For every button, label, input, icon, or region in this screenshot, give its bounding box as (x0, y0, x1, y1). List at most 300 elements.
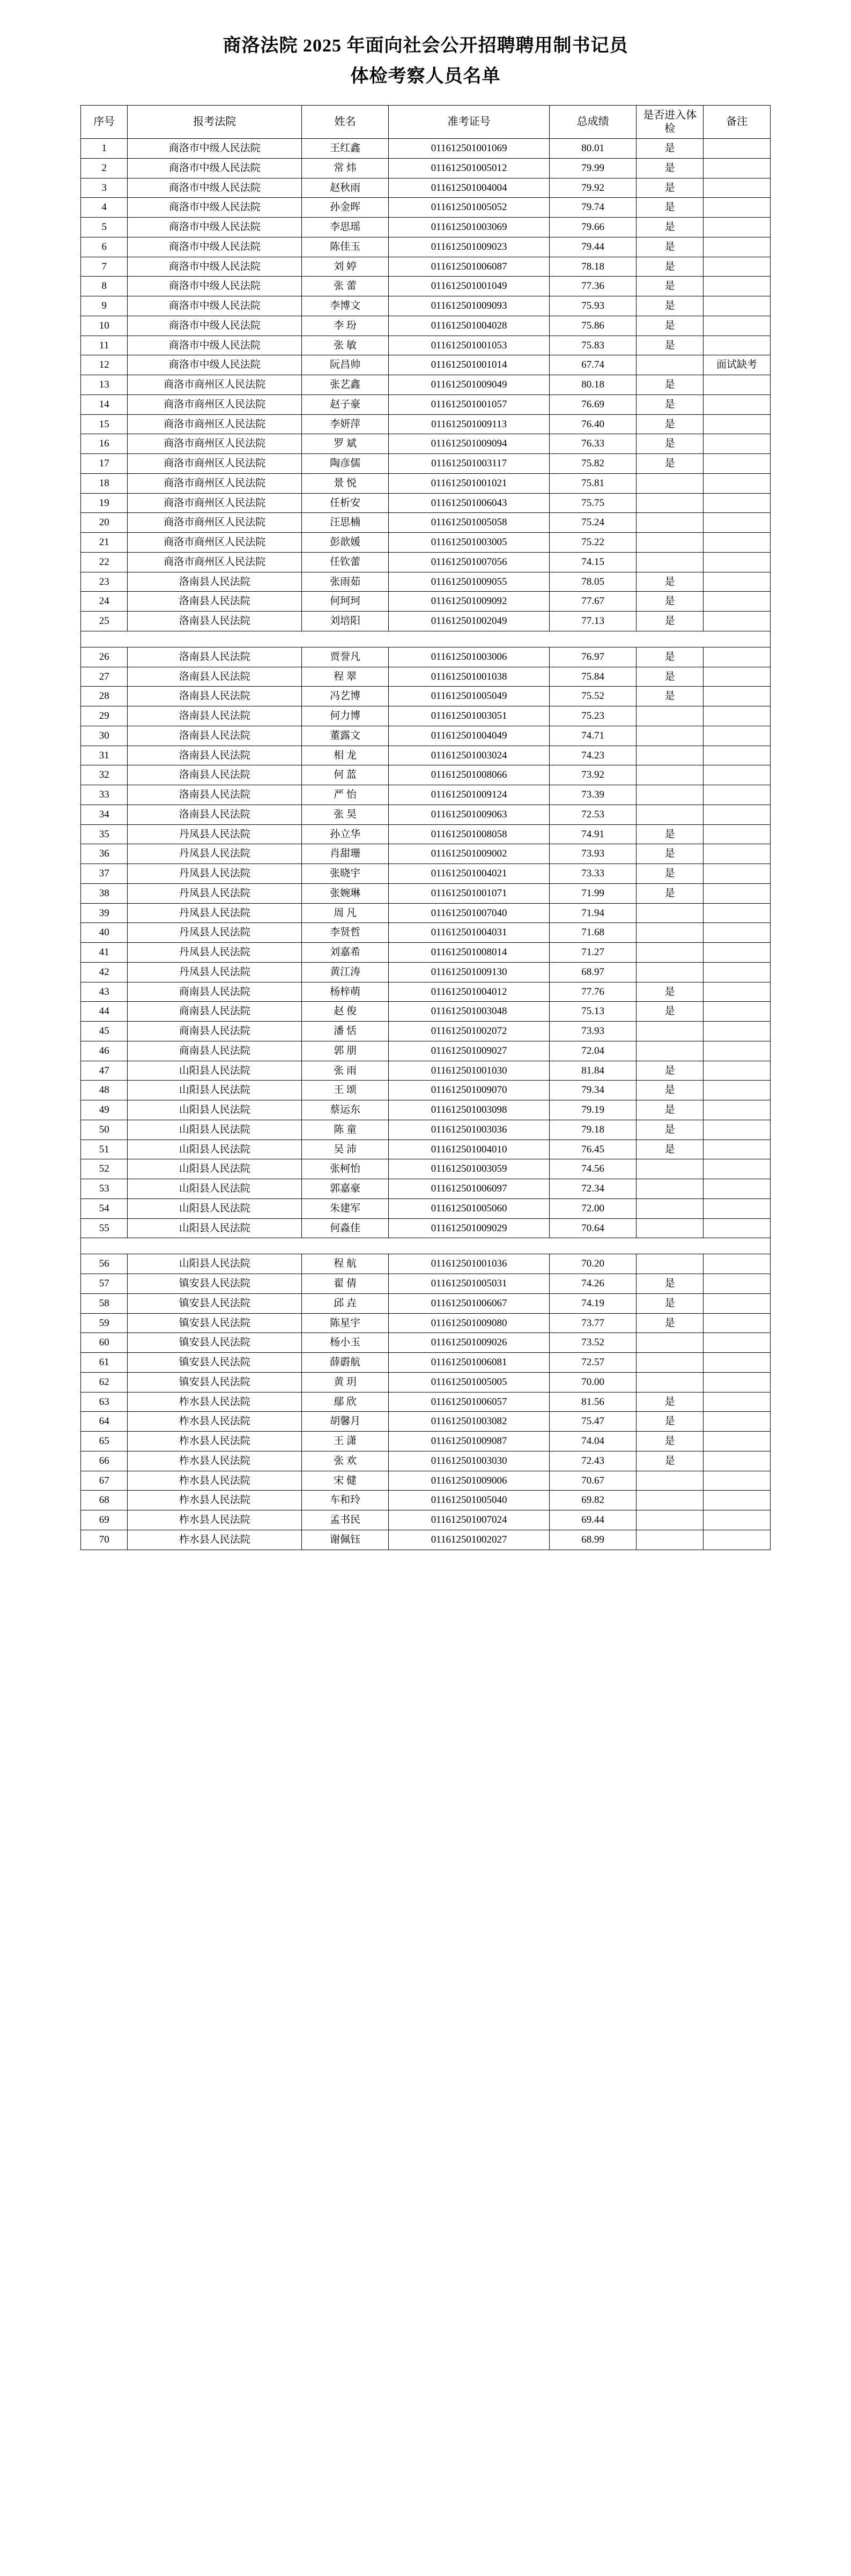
table-row (81, 844, 771, 864)
cell-remark (704, 139, 771, 159)
cell-seq: 58 (81, 1293, 128, 1313)
cell-ticket: 011612501005052 (389, 198, 550, 218)
cell-remark (704, 592, 771, 612)
cell-remark (704, 923, 771, 943)
cell-remark (704, 178, 771, 198)
cell-court: 丹凤县人民法院 (128, 903, 302, 923)
cell-seq: 45 (81, 1022, 128, 1041)
cell-score: 73.39 (549, 785, 636, 805)
table-row (81, 706, 771, 726)
cell-medical (637, 533, 704, 553)
cell-seq: 61 (81, 1353, 128, 1373)
cell-court: 山阳县人民法院 (128, 1140, 302, 1159)
cell-court: 柞水县人民法院 (128, 1451, 302, 1471)
cell-name: 何 蓝 (302, 765, 389, 785)
cell-ticket: 011612501009094 (389, 434, 550, 454)
cell-seq: 35 (81, 824, 128, 844)
cell-ticket: 011612501004021 (389, 864, 550, 884)
cell-ticket: 011612501008014 (389, 943, 550, 963)
cell-name: 张雨茹 (302, 572, 389, 592)
cell-name: 王 颂 (302, 1081, 389, 1100)
table-row (81, 1491, 771, 1510)
table-row (81, 218, 771, 237)
cell-score: 75.86 (549, 316, 636, 336)
cell-remark (704, 533, 771, 553)
cell-medical (637, 1022, 704, 1041)
cell-court: 商洛市商州区人民法院 (128, 493, 302, 513)
cell-ticket: 011612501005058 (389, 513, 550, 533)
cell-score: 72.34 (549, 1179, 636, 1199)
table-row (81, 612, 771, 631)
cell-court: 商洛市商州区人民法院 (128, 434, 302, 454)
cell-name: 赵子豪 (302, 394, 389, 414)
cell-score: 70.00 (549, 1372, 636, 1392)
cell-seq: 39 (81, 903, 128, 923)
cell-medical: 是 (637, 1081, 704, 1100)
table-row (81, 316, 771, 336)
cell-seq: 19 (81, 493, 128, 513)
cell-court: 丹凤县人民法院 (128, 844, 302, 864)
cell-court: 山阳县人民法院 (128, 1120, 302, 1140)
cell-score: 73.92 (549, 765, 636, 785)
cell-seq: 44 (81, 1002, 128, 1022)
cell-ticket: 011612501001057 (389, 394, 550, 414)
cell-court: 丹凤县人民法院 (128, 864, 302, 884)
table-row (81, 592, 771, 612)
cell-remark (704, 237, 771, 257)
table-row (81, 1530, 771, 1550)
table-row (81, 1179, 771, 1199)
cell-name: 孙金晖 (302, 198, 389, 218)
cell-seq: 31 (81, 746, 128, 765)
table-row (81, 687, 771, 706)
cell-remark (704, 1451, 771, 1471)
cell-name: 薛霨航 (302, 1353, 389, 1373)
cell-seq: 51 (81, 1140, 128, 1159)
cell-ticket: 011612501007040 (389, 903, 550, 923)
cell-court: 商洛市中级人民法院 (128, 277, 302, 296)
cell-remark (704, 1081, 771, 1100)
cell-court: 商洛市中级人民法院 (128, 198, 302, 218)
cell-medical: 是 (637, 1451, 704, 1471)
cell-remark (704, 785, 771, 805)
cell-remark (704, 982, 771, 1002)
cell-name: 翟 倩 (302, 1274, 389, 1294)
cell-score: 69.82 (549, 1491, 636, 1510)
cell-seq: 63 (81, 1392, 128, 1412)
cell-ticket: 011612501003036 (389, 1120, 550, 1140)
cell-seq: 48 (81, 1081, 128, 1100)
cell-medical: 是 (637, 434, 704, 454)
cell-medical: 是 (637, 237, 704, 257)
cell-score: 71.99 (549, 883, 636, 903)
cell-seq: 29 (81, 706, 128, 726)
cell-score: 79.44 (549, 237, 636, 257)
table-row (81, 1510, 771, 1530)
cell-score: 75.81 (549, 473, 636, 493)
table-row (81, 1100, 771, 1120)
cell-medical (637, 473, 704, 493)
table-row (81, 1432, 771, 1451)
cell-name: 赵 俊 (302, 1002, 389, 1022)
cell-ticket: 011612501009049 (389, 375, 550, 395)
cell-score: 78.18 (549, 257, 636, 277)
cell-remark (704, 706, 771, 726)
cell-score: 75.75 (549, 493, 636, 513)
cell-ticket: 011612501002027 (389, 1530, 550, 1550)
cell-medical (637, 923, 704, 943)
cell-medical (637, 513, 704, 533)
cell-remark (704, 316, 771, 336)
cell-ticket: 011612501005031 (389, 1274, 550, 1294)
table-row (81, 765, 771, 785)
cell-remark (704, 336, 771, 355)
table-row (81, 257, 771, 277)
cell-remark (704, 647, 771, 667)
cell-court: 商洛市商州区人民法院 (128, 454, 302, 474)
cell-score: 79.18 (549, 1120, 636, 1140)
cell-medical: 是 (637, 1432, 704, 1451)
cell-ticket: 011612501009113 (389, 414, 550, 434)
cell-score: 79.19 (549, 1100, 636, 1120)
cell-medical (637, 1372, 704, 1392)
cell-court: 洛南县人民法院 (128, 726, 302, 746)
cell-score: 80.18 (549, 375, 636, 395)
cell-remark (704, 844, 771, 864)
cell-remark (704, 493, 771, 513)
cell-score: 76.40 (549, 414, 636, 434)
cell-medical: 是 (637, 375, 704, 395)
cell-court: 洛南县人民法院 (128, 765, 302, 785)
cell-ticket: 011612501001049 (389, 277, 550, 296)
cell-remark (704, 612, 771, 631)
cell-medical (637, 1510, 704, 1530)
cell-score: 74.19 (549, 1293, 636, 1313)
table-row (81, 1198, 771, 1218)
cell-name: 张 昊 (302, 805, 389, 824)
cell-medical (637, 1041, 704, 1061)
page-gap-cell (81, 631, 771, 647)
cell-medical: 是 (637, 394, 704, 414)
cell-seq: 46 (81, 1041, 128, 1061)
cell-ticket: 011612501003030 (389, 1451, 550, 1471)
table-row (81, 1372, 771, 1392)
cell-remark (704, 903, 771, 923)
cell-medical (637, 785, 704, 805)
cell-medical: 是 (637, 198, 704, 218)
cell-name: 李博文 (302, 296, 389, 316)
cell-seq: 67 (81, 1471, 128, 1491)
cell-name: 张晓宇 (302, 864, 389, 884)
cell-remark (704, 687, 771, 706)
cell-court: 商洛市中级人民法院 (128, 237, 302, 257)
cell-name: 李思瑶 (302, 218, 389, 237)
cell-medical: 是 (637, 982, 704, 1002)
cell-seq: 53 (81, 1179, 128, 1199)
cell-court: 山阳县人民法院 (128, 1061, 302, 1081)
table-row (81, 1041, 771, 1061)
cell-court: 柞水县人民法院 (128, 1412, 302, 1432)
cell-remark (704, 1041, 771, 1061)
cell-score: 79.66 (549, 218, 636, 237)
table-row (81, 883, 771, 903)
table-row (81, 1392, 771, 1412)
cell-remark (704, 355, 771, 375)
cell-score: 72.04 (549, 1041, 636, 1061)
cell-ticket: 011612501009130 (389, 962, 550, 982)
cell-court: 洛南县人民法院 (128, 687, 302, 706)
cell-remark (704, 454, 771, 474)
cell-medical (637, 726, 704, 746)
cell-score: 67.74 (549, 355, 636, 375)
cell-score: 76.33 (549, 434, 636, 454)
cell-medical (637, 706, 704, 726)
table-row (81, 746, 771, 765)
cell-score: 73.33 (549, 864, 636, 884)
cell-ticket: 011612501003005 (389, 533, 550, 553)
remark-text: 面试缺考 (716, 359, 758, 370)
table-row (81, 864, 771, 884)
cell-remark (704, 1002, 771, 1022)
cell-name: 黄 玥 (302, 1372, 389, 1392)
cell-score: 70.20 (549, 1254, 636, 1274)
table-row (81, 903, 771, 923)
cell-score: 79.34 (549, 1081, 636, 1100)
cell-medical: 是 (637, 883, 704, 903)
cell-court: 商洛市商州区人民法院 (128, 533, 302, 553)
cell-seq: 10 (81, 316, 128, 336)
cell-remark (704, 1140, 771, 1159)
cell-court: 柞水县人民法院 (128, 1392, 302, 1412)
cell-court: 镇安县人民法院 (128, 1293, 302, 1313)
page-title (80, 32, 771, 90)
table-row (81, 296, 771, 316)
cell-name: 吴 沛 (302, 1140, 389, 1159)
table-row (81, 1120, 771, 1140)
cell-seq: 64 (81, 1412, 128, 1432)
cell-seq: 66 (81, 1451, 128, 1471)
cell-medical: 是 (637, 1140, 704, 1159)
cell-name: 陈 童 (302, 1120, 389, 1140)
cell-score: 75.83 (549, 336, 636, 355)
cell-medical: 是 (637, 1412, 704, 1432)
cell-name: 相 龙 (302, 746, 389, 765)
cell-remark (704, 375, 771, 395)
cell-seq: 34 (81, 805, 128, 824)
cell-court: 丹凤县人民法院 (128, 962, 302, 982)
cell-medical (637, 962, 704, 982)
cell-name: 肖甜珊 (302, 844, 389, 864)
table-row (81, 1002, 771, 1022)
cell-seq: 12 (81, 355, 128, 375)
cell-ticket: 011612501004049 (389, 726, 550, 746)
table-row (81, 1140, 771, 1159)
cell-name: 冯艺博 (302, 687, 389, 706)
cell-score: 74.15 (549, 552, 636, 572)
cell-ticket: 011612501009002 (389, 844, 550, 864)
cell-remark (704, 1510, 771, 1530)
cell-court: 商洛市中级人民法院 (128, 178, 302, 198)
cell-seq: 68 (81, 1491, 128, 1510)
column-header-name: 姓名 (302, 106, 389, 139)
cell-score: 79.92 (549, 178, 636, 198)
cell-remark (704, 277, 771, 296)
cell-medical: 是 (637, 454, 704, 474)
cell-court: 洛南县人民法院 (128, 746, 302, 765)
cell-medical: 是 (637, 592, 704, 612)
cell-ticket: 011612501006043 (389, 493, 550, 513)
table-row (81, 1412, 771, 1432)
cell-medical: 是 (637, 414, 704, 434)
cell-seq: 20 (81, 513, 128, 533)
cell-court: 商洛市商州区人民法院 (128, 394, 302, 414)
cell-seq: 26 (81, 647, 128, 667)
cell-seq: 50 (81, 1120, 128, 1140)
cell-name: 周 凡 (302, 903, 389, 923)
cell-remark (704, 1412, 771, 1432)
cell-medical: 是 (637, 296, 704, 316)
table-row (81, 1022, 771, 1041)
cell-name: 张婉琳 (302, 883, 389, 903)
cell-court: 商洛市中级人民法院 (128, 296, 302, 316)
table-row (81, 178, 771, 198)
cell-court: 商洛市中级人民法院 (128, 257, 302, 277)
cell-score: 75.22 (549, 533, 636, 553)
cell-name: 谢佩钰 (302, 1530, 389, 1550)
cell-score: 70.67 (549, 1471, 636, 1491)
table-row (81, 1313, 771, 1333)
cell-name: 鄢 欣 (302, 1392, 389, 1412)
column-header-score: 总成绩 (549, 106, 636, 139)
cell-seq: 8 (81, 277, 128, 296)
cell-medical (637, 1218, 704, 1238)
cell-remark (704, 1392, 771, 1412)
page-gap (81, 1238, 771, 1254)
column-header-medical: 是否进入体检 (637, 106, 704, 139)
cell-remark (704, 257, 771, 277)
cell-remark (704, 805, 771, 824)
cell-court: 镇安县人民法院 (128, 1274, 302, 1294)
table-row (81, 726, 771, 746)
cell-court: 山阳县人民法院 (128, 1179, 302, 1199)
cell-name: 孙立华 (302, 824, 389, 844)
cell-court: 丹凤县人民法院 (128, 824, 302, 844)
cell-seq: 38 (81, 883, 128, 903)
cell-name: 张 蕾 (302, 277, 389, 296)
table-row (81, 394, 771, 414)
cell-ticket: 011612501009087 (389, 1432, 550, 1451)
cell-score: 76.69 (549, 394, 636, 414)
table-row (81, 1353, 771, 1373)
cell-name: 景 悦 (302, 473, 389, 493)
column-header-seq: 序号 (81, 106, 128, 139)
cell-seq: 43 (81, 982, 128, 1002)
cell-seq: 7 (81, 257, 128, 277)
cell-court: 洛南县人民法院 (128, 706, 302, 726)
cell-name: 张柯怡 (302, 1159, 389, 1179)
cell-seq: 17 (81, 454, 128, 474)
cell-remark (704, 1120, 771, 1140)
cell-seq: 15 (81, 414, 128, 434)
table-row (81, 923, 771, 943)
cell-name: 蔡运东 (302, 1100, 389, 1120)
cell-name: 王 潇 (302, 1432, 389, 1451)
cell-seq: 18 (81, 473, 128, 493)
cell-remark (704, 943, 771, 963)
cell-seq: 21 (81, 533, 128, 553)
cell-score: 73.93 (549, 1022, 636, 1041)
table-row (81, 647, 771, 667)
cell-seq: 32 (81, 765, 128, 785)
cell-ticket: 011612501006097 (389, 1179, 550, 1199)
cell-medical: 是 (637, 316, 704, 336)
cell-medical (637, 1159, 704, 1179)
cell-score: 72.57 (549, 1353, 636, 1373)
cell-score: 76.45 (549, 1140, 636, 1159)
cell-seq: 69 (81, 1510, 128, 1530)
table-row (81, 572, 771, 592)
cell-name: 罗 斌 (302, 434, 389, 454)
cell-remark (704, 667, 771, 687)
cell-name: 常 炜 (302, 158, 389, 178)
cell-name: 任析安 (302, 493, 389, 513)
cell-remark (704, 1530, 771, 1550)
cell-medical (637, 1491, 704, 1510)
cell-seq: 30 (81, 726, 128, 746)
cell-remark (704, 1491, 771, 1510)
cell-name: 李 玢 (302, 316, 389, 336)
cell-name: 刘培阳 (302, 612, 389, 631)
cell-name: 严 怡 (302, 785, 389, 805)
cell-ticket: 011612501003051 (389, 706, 550, 726)
cell-court: 镇安县人民法院 (128, 1333, 302, 1353)
cell-name: 刘嘉希 (302, 943, 389, 963)
cell-remark (704, 1333, 771, 1353)
cell-seq: 6 (81, 237, 128, 257)
cell-name: 李妍萍 (302, 414, 389, 434)
table-row (81, 1451, 771, 1471)
cell-score: 75.82 (549, 454, 636, 474)
cell-seq: 23 (81, 572, 128, 592)
cell-court: 丹凤县人民法院 (128, 883, 302, 903)
cell-score: 71.27 (549, 943, 636, 963)
cell-seq: 54 (81, 1198, 128, 1218)
roster-table (80, 105, 771, 1550)
cell-seq: 52 (81, 1159, 128, 1179)
table-row (81, 355, 771, 375)
cell-ticket: 011612501005040 (389, 1491, 550, 1510)
cell-score: 73.93 (549, 844, 636, 864)
cell-ticket: 011612501004012 (389, 982, 550, 1002)
cell-score: 74.23 (549, 746, 636, 765)
cell-score: 77.13 (549, 612, 636, 631)
cell-ticket: 011612501001014 (389, 355, 550, 375)
cell-court: 商洛市商州区人民法院 (128, 473, 302, 493)
table-row (81, 375, 771, 395)
cell-court: 商洛市商州区人民法院 (128, 375, 302, 395)
title-line-2: 体检考察人员名单 (350, 66, 501, 86)
table-row (81, 1061, 771, 1081)
cell-name: 杨小玉 (302, 1333, 389, 1353)
cell-seq: 41 (81, 943, 128, 963)
cell-score: 75.47 (549, 1412, 636, 1432)
cell-medical (637, 1333, 704, 1353)
cell-score: 74.26 (549, 1274, 636, 1294)
cell-court: 商洛市商州区人民法院 (128, 513, 302, 533)
cell-ticket: 011612501003069 (389, 218, 550, 237)
cell-medical (637, 1179, 704, 1199)
table-row (81, 962, 771, 982)
